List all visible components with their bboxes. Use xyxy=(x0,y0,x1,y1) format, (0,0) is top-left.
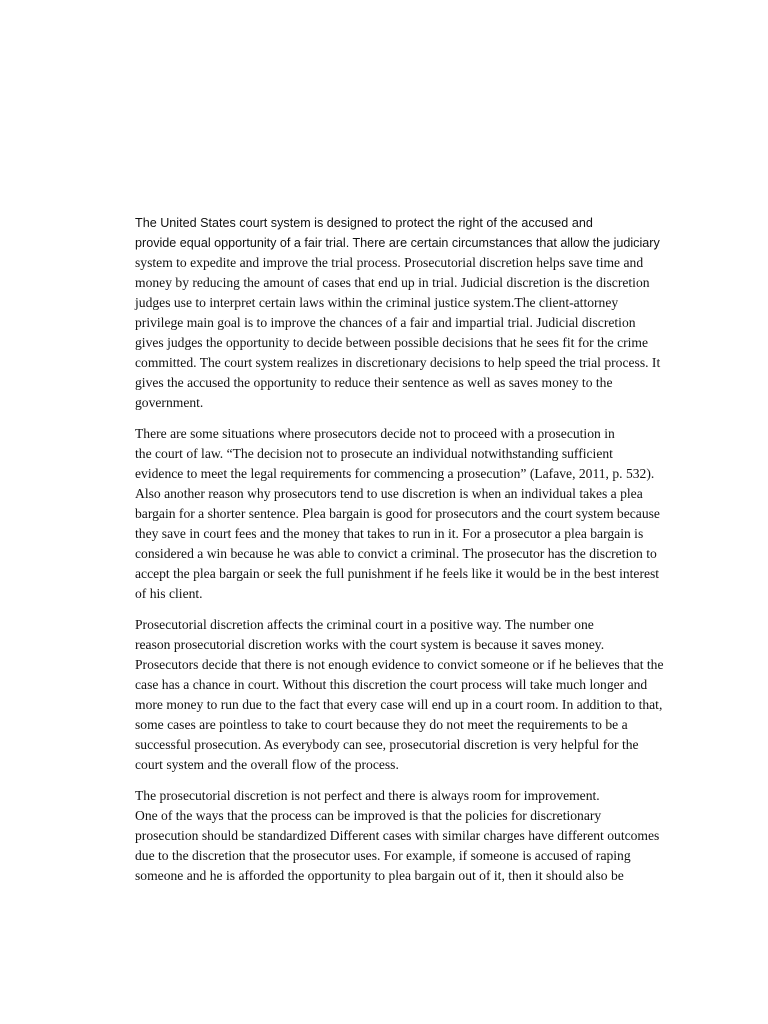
paragraph-line: the court of law. “The decision not to prosecute an individual notwithstanding sufficient xyxy=(135,446,613,461)
paragraph-3 xyxy=(90,615,682,775)
paragraph-line: successful prosecution. As everybody can see, prosecutorial discretion is very helpful for the xyxy=(135,737,639,752)
paragraph-line: someone and he is afforded the opportunity to plea bargain out of it, then it should also be xyxy=(135,868,624,883)
paragraph-line: committed. The court system realizes in discretionary decisions to help speed the trial process. It xyxy=(135,355,661,370)
paragraph-line: privilege main goal is to improve the chances of a fair and impartial trial. Judicial discretion xyxy=(135,315,636,330)
paragraph-line: gives the accused the opportunity to reduce their sentence as well as saves money to the xyxy=(135,375,613,390)
paragraph-line: judges use to interpret certain laws within the criminal justice system.The client-attorney xyxy=(135,295,619,310)
paragraph-line: provide equal opportunity of a fair trial. There are certain circumstances that allow the judiciary xyxy=(135,236,660,250)
paragraph-line: prosecution should be standardized Different cases with similar charges have different outcomes xyxy=(135,828,660,843)
paragraph-line: due to the discretion that the prosecutor uses. For example, if someone is accused of raping xyxy=(135,848,631,863)
paragraph-line: court system and the overall flow of the process. xyxy=(135,757,399,772)
paragraph-line: accept the plea bargain or seek the full punishment if he feels like it would be in the best interest xyxy=(135,566,660,581)
paragraph-line: money by reducing the amount of cases that end up in trial. Judicial discretion is the discretion xyxy=(135,275,650,290)
paragraph-line: evidence to meet the legal requirements for commencing a prosecution” (Lafave, 2011, p. 532). xyxy=(135,466,655,481)
paragraph-line: One of the ways that the process can be improved is that the policies for discretionary xyxy=(135,808,602,823)
paragraph-line: Prosecutorial discretion affects the criminal court in a positive way. The number one xyxy=(135,617,594,632)
paragraph-line: There are some situations where prosecutors decide not to proceed with a prosecution in xyxy=(135,426,615,441)
paragraph-line: more money to run due to the fact that every case will end up in a court room. In addition to that, xyxy=(135,697,663,712)
essay-body xyxy=(90,213,682,897)
paragraph-line: Prosecutors decide that there is not enough evidence to convict someone or if he believes that the xyxy=(135,657,664,672)
paragraph-line: case has a chance in court. Without this discretion the court process will take much longer and xyxy=(135,677,648,692)
paragraph-line: of his client. xyxy=(135,586,203,601)
paragraph-1 xyxy=(90,213,682,413)
paragraph-2 xyxy=(90,424,682,604)
paragraph-line: bargain for a shorter sentence. Plea bargain is good for prosecutors and the court system because xyxy=(135,506,660,521)
paragraph-line: government. xyxy=(135,395,204,410)
paragraph-line: they save in court fees and the money that takes to run in it. For a prosecutor a plea bargain is xyxy=(135,526,644,541)
paragraph-line: Also another reason why prosecutors tend to use discretion is when an individual takes a plea xyxy=(135,486,643,501)
paragraph-line: The prosecutorial discretion is not perfect and there is always room for improvement. xyxy=(135,788,600,803)
paragraph-4 xyxy=(90,786,682,886)
paragraph-line: gives judges the opportunity to decide between possible decisions that he sees fit for the crime xyxy=(135,335,649,350)
paragraph-line: The United States court system is designed to protect the right of the accused and xyxy=(135,216,593,230)
paragraph-line: system to expedite and improve the trial process. Prosecutorial discretion helps save time and xyxy=(135,255,644,270)
paragraph-line: some cases are pointless to take to court because they do not meet the requirements to be a xyxy=(135,717,628,732)
paragraph-line: considered a win because he was able to convict a criminal. The prosecutor has the discretion to xyxy=(135,546,657,561)
paragraph-line: reason prosecutorial discretion works with the court system is because it saves money. xyxy=(135,637,605,652)
